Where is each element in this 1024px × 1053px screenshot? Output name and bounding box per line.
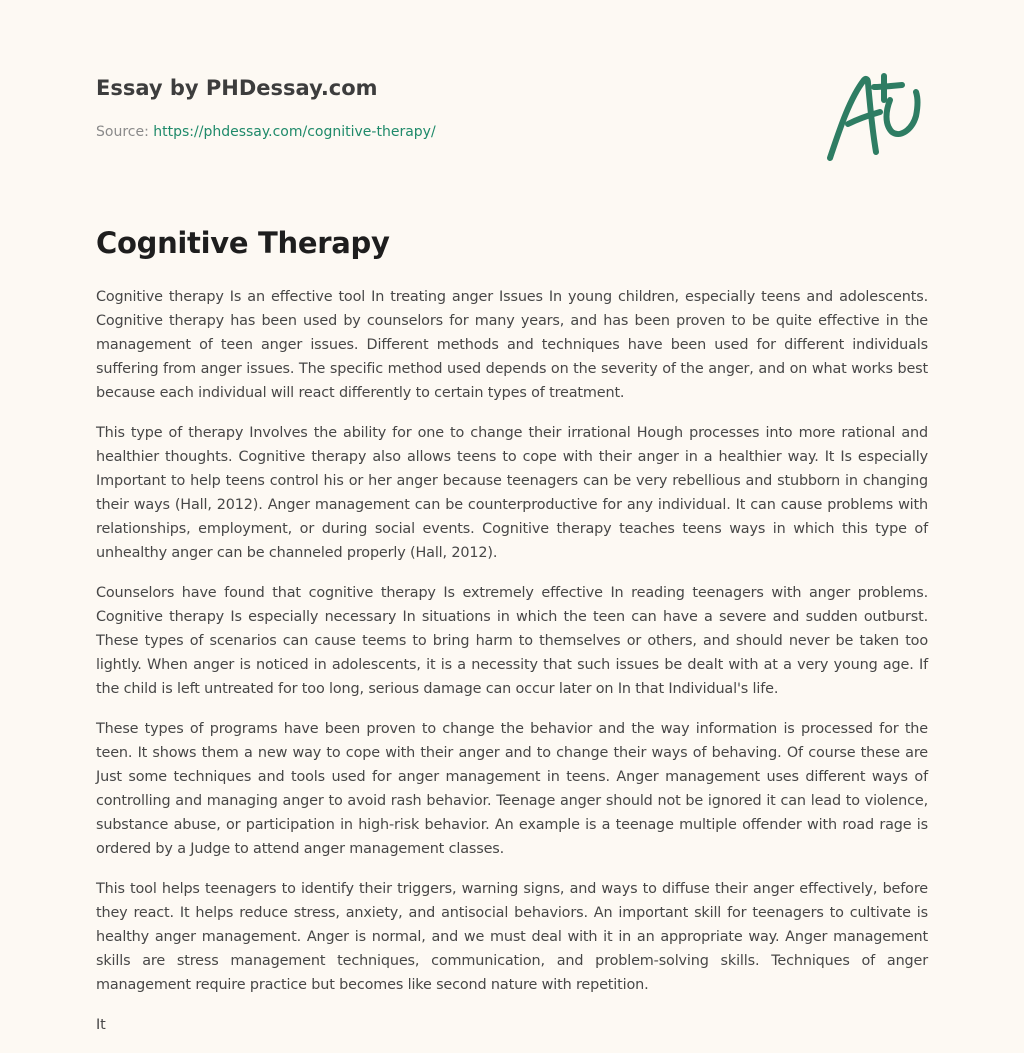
essay-paragraph: Counselors have found that cognitive therapy Is extremely effective In reading teenagers with anger problems. Cognitive therapy Is especially necessary In situations in which the teen can have a severe and sudden outburst. These types of scenarios can cause teems to bring harm to themselves or others, and should never be taken too lightly. When anger is noticed in adolescents, it is a necessity that such issues be dealt with at a very young age. If the child is left untreated for too long, serious damage can occur later on In that Individual's life. bbox=[96, 585, 928, 697]
source-link[interactable]: https://phdessay.com/cognitive-therapy/ bbox=[153, 124, 436, 140]
essay-paragraph: These types of programs have been proven to change the behavior and the way information is processed for the teen. It shows them a new way to cope with their anger and to change their ways of behaving. Of course these are Just some techniques and tools used for anger management in teens. Anger management uses different ways of controlling and managing anger to avoid rash behavior. Teenage anger should not be ignored it can lead to violence, substance abuse, or participation in high-risk behavior. An example is a teenage multiple offender with road rage is ordered by a Judge to attend anger management classes. bbox=[96, 721, 928, 857]
a-plus-grade-icon bbox=[820, 66, 930, 166]
source-line bbox=[96, 124, 436, 140]
essay-title: Cognitive Therapy bbox=[96, 226, 390, 260]
essay-paragraph: This tool helps teenagers to identify their triggers, warning signs, and ways to diffuse their anger effectively, before they react. It helps reduce stress, anxiety, and antisocial behaviors. An important skill for teenagers to cultivate is healthy anger management. Anger is normal, and we must deal with it in an appropriate way. Anger management skills are stress management techniques, communication, and problem-solving skills. Techniques of anger management require practice but becomes like second nature with repetition. bbox=[96, 881, 928, 993]
essay-paragraph: This type of therapy Involves the ability for one to change their irrational Hough processes into more rational and healthier thoughts. Cognitive therapy also allows teens to cope with their anger in a healthier way. It Is especially Important to help teens control his or her anger because teenagers can be very rebellious and stubborn in changing their ways (Hall, 2012). Anger management can be counterproductive for any individual. It can cause problems with relationships, employment, or during social events. Cognitive therapy teaches teens ways in which this type of unhealthy anger can be channeled properly (Hall, 2012). bbox=[96, 425, 928, 561]
essay-paragraph: It bbox=[96, 1017, 106, 1033]
site-brand-title: Essay by PHDessay.com bbox=[96, 76, 378, 100]
essay-paragraph: Cognitive therapy Is an effective tool In treating anger Issues In young children, especially teens and adolescents. Cognitive therapy has been used by counselors for many years, and has been proven to be quite effective in the management of teen anger issues. Different methods and techniques have been used for different individuals suffering from anger issues. The specific method used depends on the severity of the anger, and on what works best because each individual will react differently to certain types of treatment. bbox=[96, 289, 928, 401]
source-label: Source: bbox=[96, 124, 154, 140]
essay-body bbox=[96, 285, 928, 1053]
